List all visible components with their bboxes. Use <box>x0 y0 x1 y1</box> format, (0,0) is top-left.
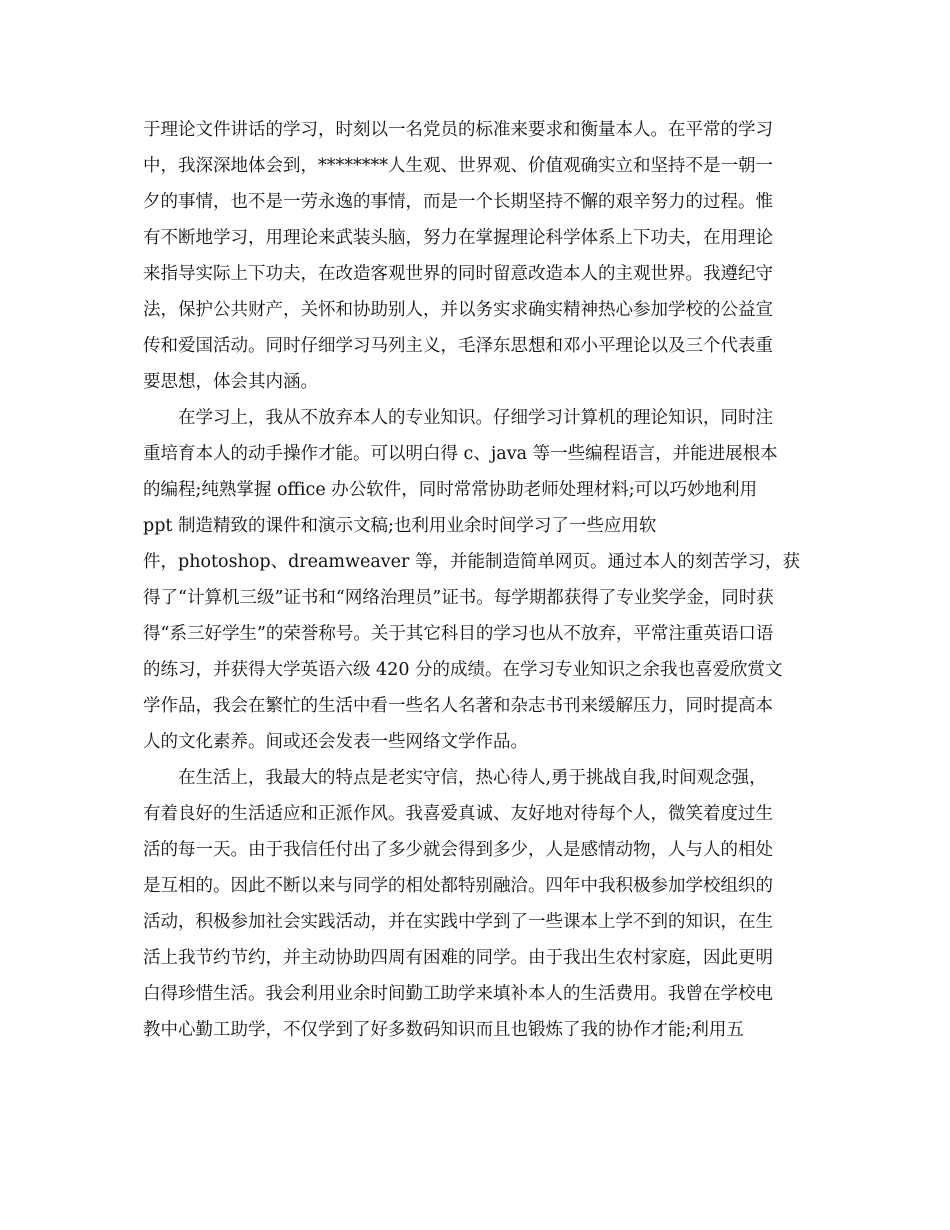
text-line: 要思想，体会其内涵。 <box>143 372 318 392</box>
text-line: 得了“计算机三级”证书和“网络治理员”证书。每学期都获得了专业奖学金，同时获 <box>143 588 774 608</box>
text-line: 得“系三好学生”的荣誉称号。关于其它科目的学习也从不放弃，平常注重英语口语 <box>143 624 774 644</box>
text-line: 在生活上，我最大的特点是老实守信，热心待人,勇于挑战自我,时间观念强， <box>143 768 767 788</box>
text-line: 学作品，我会在繁忙的生活中看一些名人名著和杂志书刊来缓解压力，同时提高本 <box>143 696 773 716</box>
text-line: 于理论文件讲话的学习，时刻以一名党员的标准来要求和衡量本人。在平常的学习 <box>143 120 773 140</box>
text-line: 白得珍惜生活。我会利用业余时间勤工助学来填补本人的生活费用。我曾在学校电 <box>143 984 773 1004</box>
text-line: 传和爱国活动。同时仔细学习马列主义，毛泽东思想和邓小平理论以及三个代表重 <box>143 336 773 356</box>
text-line: 来指导实际上下功夫，在改造客观世界的同时留意改造本人的主观世界。我遵纪守 <box>143 264 773 284</box>
text-line: 夕的事情，也不是一劳永逸的事情，而是一个长期坚持不懈的艰辛努力的过程。惟 <box>143 192 773 212</box>
text-line: 中，我深深地体会到，********人生观、世界观、价值观确实立和坚持不是一朝一 <box>143 156 773 176</box>
text-line: 有不断地学习，用理论来武装头脑，努力在掌握理论科学体系上下功夫，在用理论 <box>143 228 773 248</box>
text-line: 活的每一天。由于我信任付出了多少就会得到多少，人是感情动物，人与人的相处 <box>143 840 773 860</box>
text-line: 是互相的。因此不断以来与同学的相处都特别融洽。四年中我积极参加学校组织的 <box>143 876 773 896</box>
text-line: ppt 制造精致的课件和演示文稿;也利用业余时间学习了一些应用软 <box>143 516 657 536</box>
text-line: 活上我节约节约，并主动协助四周有困难的同学。由于我出生农村家庭，因此更明 <box>143 948 773 968</box>
text-line: 有着良好的生活适应和正派作风。我喜爱真诚、友好地对待每个人，微笑着度过生 <box>143 804 773 824</box>
text-line: 重培育本人的动手操作才能。可以明白得 c、java 等一些编程语言，并能进展根本 <box>143 444 778 464</box>
text-line: 人的文化素养。间或还会发表一些网络文学作品。 <box>143 732 528 752</box>
text-line: 在学习上，我从不放弃本人的专业知识。仔细学习计算机的理论知识，同时注 <box>143 408 773 428</box>
text-line: 法，保护公共财产，关怀和协助别人，并以务实求确实精神热心参加学校的公益宣 <box>143 300 773 320</box>
text-line: 件，photoshop、dreamweaver 等，并能制造简单网页。通过本人的刻苦学习，获 <box>143 552 800 572</box>
text-line: 教中心勤工助学，不仅学到了好多数码知识而且也锻炼了我的协作才能;利用五 <box>143 1020 744 1040</box>
text-line: 活动，积极参加社会实践活动，并在实践中学到了一些课本上学不到的知识，在生 <box>143 912 773 932</box>
text-line: 的练习，并获得大学英语六级 420 分的成绩。在学习专业知识之余我也喜爱欣赏文 <box>143 660 783 680</box>
text-line: 的编程;纯熟掌握 office 办公软件，同时常常协助老师处理材料;可以巧妙地利用 <box>143 480 758 500</box>
